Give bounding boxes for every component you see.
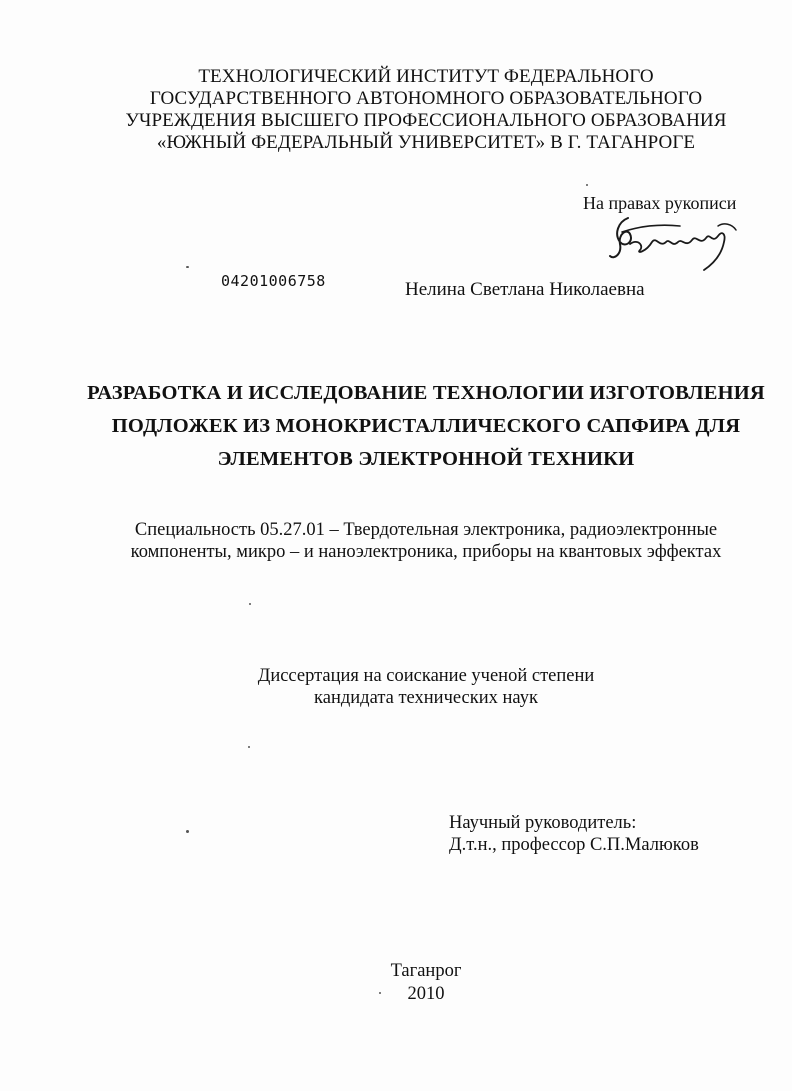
institution-header [60, 66, 792, 154]
supervisor-block [449, 812, 699, 856]
year: 2010 [407, 984, 445, 1004]
specialty-line: компоненты, микро – и наноэлектроника, приборы на квантовых эффектах [130, 542, 722, 562]
supervisor-label: Научный руководитель: [449, 813, 637, 833]
scan-speck [186, 830, 189, 833]
city: Таганрог [390, 961, 462, 981]
specialty-line: Специальность 05.27.01 – Твердотельная электроника, радиоэлектронные [134, 520, 718, 540]
supervisor-name: Д.т.н., профессор С.П.Малюков [449, 835, 699, 855]
scan-speck [586, 184, 588, 186]
degree-line: кандидата технических наук [314, 688, 538, 708]
catalog-number: 04201006758 [221, 272, 326, 290]
degree-line: Диссертация на соискание ученой степени [257, 666, 595, 686]
scan-speck [249, 603, 251, 605]
scan-speck [379, 992, 381, 994]
handwritten-signature [600, 212, 750, 274]
title-line: ПОДЛОЖЕК ИЗ МОНОКРИСТАЛЛИЧЕСКОГО САПФИРА ДЛЯ [111, 415, 741, 437]
institution-line: УЧРЕЖДЕНИЯ ВЫСШЕГО ПРОФЕССИОНАЛЬНОГО ОБРАЗОВАНИЯ [125, 110, 727, 131]
title-line: ЭЛЕМЕНТОВ ЭЛЕКТРОННОЙ ТЕХНИКИ [217, 448, 635, 470]
author-name: Нелина Светлана Николаевна [405, 279, 645, 300]
scan-speck [186, 266, 189, 268]
title-line: РАЗРАБОТКА И ИССЛЕДОВАНИЕ ТЕХНОЛОГИИ ИЗГОТОВЛЕНИЯ [87, 382, 765, 404]
specialty [60, 519, 792, 563]
rights-note: На правах рукописи [583, 193, 737, 213]
institution-line: «ЮЖНЫЙ ФЕДЕРАЛЬНЫЙ УНИВЕРСИТЕТ» В Г. ТАГАНРОГЕ [156, 132, 696, 153]
institution-line: ГОСУДАРСТВЕННОГО АВТОНОМНОГО ОБРАЗОВАТЕЛЬНОГО [149, 88, 703, 109]
institution-line: ТЕХНОЛОГИЧЕСКИЙ ИНСТИТУТ ФЕДЕРАЛЬНОГО [198, 66, 654, 87]
scan-speck [248, 746, 250, 748]
dissertation-title [60, 377, 792, 476]
place-and-year [60, 960, 792, 1006]
degree-statement [60, 665, 792, 709]
